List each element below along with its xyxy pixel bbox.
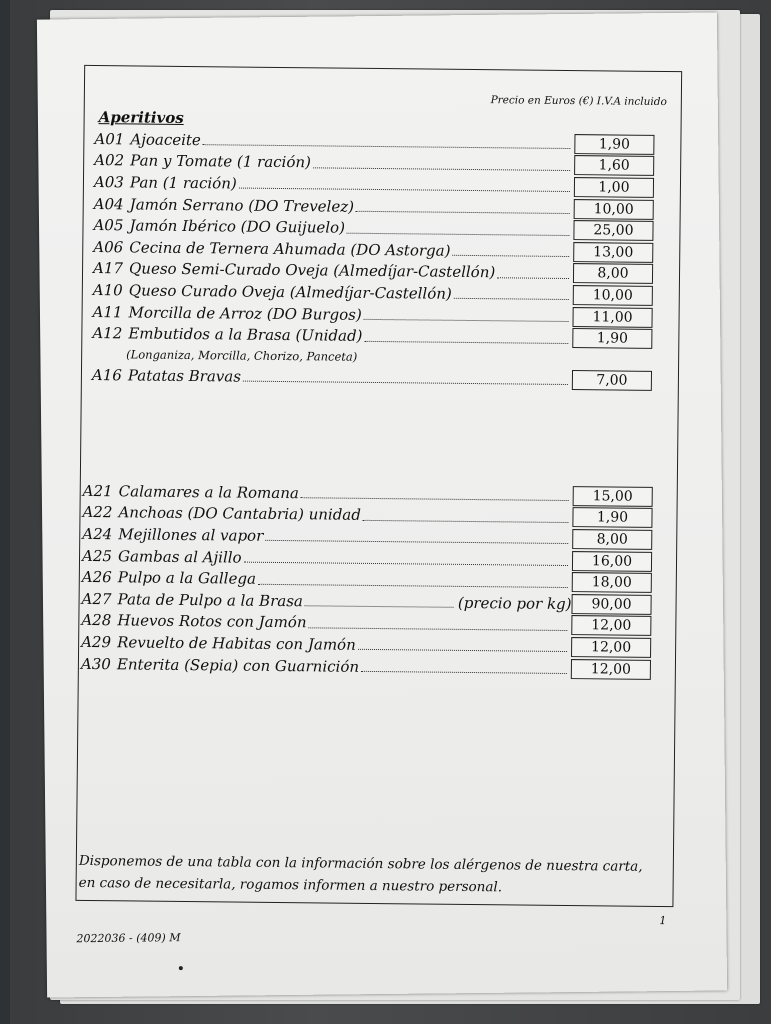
dot-leader [301,498,569,502]
item-code: A03 [93,173,124,192]
item-price: 1,90 [574,134,654,155]
item-name: Pata de Pulpo a la Brasa [117,590,303,611]
dot-leader [347,232,570,235]
item-code: A22 [82,503,113,522]
item-code: A16 [91,365,122,385]
item-name: Pan (1 ración) [129,173,237,193]
allergen-notice: Disponemos de una tabla con la información sobre los alérgenos de nuestra carta, en caso de necesitarla, rogamos informen a nuestro personal. [78,852,643,896]
item-name: Ajoaceite [130,130,201,149]
dot-leader [363,520,569,523]
item-price: 15,00 [573,486,653,507]
item-name: Huevos Rotos con Jamón [117,611,307,632]
dot-leader [454,298,569,300]
item-name: Embutidos a la Brasa (Unidad) [128,324,363,345]
item-price: 10,00 [573,285,653,306]
item-code: A04 [93,194,124,213]
item-code: A25 [81,546,113,565]
dot-leader [305,606,454,609]
item-name: Calamares a la Romana [118,482,299,502]
dot-leader [361,671,567,674]
item-price: 8,00 [572,529,652,550]
item-price: 8,00 [573,263,653,284]
item-name: Morcilla de Arroz (DO Burgos) [128,302,362,324]
dot-leader [356,211,570,214]
item-name: Anchoas (DO Cantabria) unidad [118,503,361,525]
item-name: Patatas Bravas [127,366,242,386]
item-suffix: (precio por kg) [457,593,572,613]
item-code: A11 [92,302,123,321]
item-code: A30 [80,654,111,673]
menu-item [92,364,652,391]
item-code: A12 [92,324,123,343]
item-name: Pan y Tomate (1 ración) [130,151,312,172]
item-name: Cecina de Ternera Ahumada (DO Astorga) [129,238,451,260]
item-price: 1,90 [572,328,652,349]
dot-leader [203,144,571,149]
item-price: 1,90 [572,507,652,528]
item-code: A17 [92,259,124,278]
page-number: 1 [659,914,667,928]
dot-leader [244,562,568,566]
item-name: Enterita (Sepia) con Guarnición [116,654,360,676]
dot-leader [243,381,568,385]
dot-leader [258,583,568,587]
item-code: A01 [94,129,125,149]
menu-page [37,12,727,997]
price-note: Precio en Euros (€) I.V.A incluido [490,94,667,109]
item-name: Mejillones al vapor [118,525,264,545]
item-price: 7,00 [572,370,652,391]
item-code: A27 [81,589,112,609]
item-name: Queso Curado Oveja (Almedíjar-Castellón) [128,281,452,303]
dot-leader [364,341,568,344]
section-title: Aperitivos [98,108,184,127]
paper-speck [179,966,183,970]
item-name: Queso Semi-Curado Oveja (Almedíjar-Castellón) [128,259,496,282]
item-price: 18,00 [572,572,652,593]
menu-list-raciones [81,480,653,680]
item-price: 12,00 [571,615,651,636]
item-code: A26 [81,568,112,587]
dot-leader [265,540,568,544]
item-name: Revuelto de Habitas con Jamón [117,633,356,654]
item-price: 13,00 [573,242,653,263]
item-name: Jamón Serrano (DO Trevelez) [129,194,355,216]
dot-leader [308,627,567,631]
document-code: 2022036 - (409) M [76,931,181,946]
item-name: Jamón Ibérico (DO Guijuelo) [129,216,346,237]
menu-list-aperitivos [92,128,655,391]
item-price: 16,00 [572,551,652,572]
item-price: 12,00 [571,659,651,680]
item-code: A28 [81,611,112,630]
item-code: A02 [94,151,125,170]
dot-leader [358,649,567,652]
dot-leader [313,167,570,171]
item-code: A10 [92,280,123,300]
dot-leader [364,319,569,322]
embutidos-note: (Longaniza, Morcilla, Chorizo, Panceta) [126,347,358,364]
item-price: 90,00 [571,594,651,615]
item-price: 1,00 [574,177,654,198]
item-code: A05 [93,216,124,235]
item-code: A29 [81,632,112,652]
item-price: 12,00 [571,637,651,658]
dot-leader [452,255,569,257]
item-name: Pulpo a la Gallega [117,568,257,588]
item-name: Gambas al Ajillo [117,546,242,567]
item-code: A24 [82,524,113,544]
item-price: 10,00 [574,199,654,220]
item-code: A06 [93,237,124,257]
item-price: 1,60 [574,155,654,176]
menu-frame [75,65,682,907]
item-code: A21 [82,481,113,501]
item-price: 11,00 [572,307,652,328]
dot-leader [497,277,569,279]
item-price: 25,00 [573,220,653,241]
dot-leader [239,188,570,192]
menu-item [81,653,651,681]
